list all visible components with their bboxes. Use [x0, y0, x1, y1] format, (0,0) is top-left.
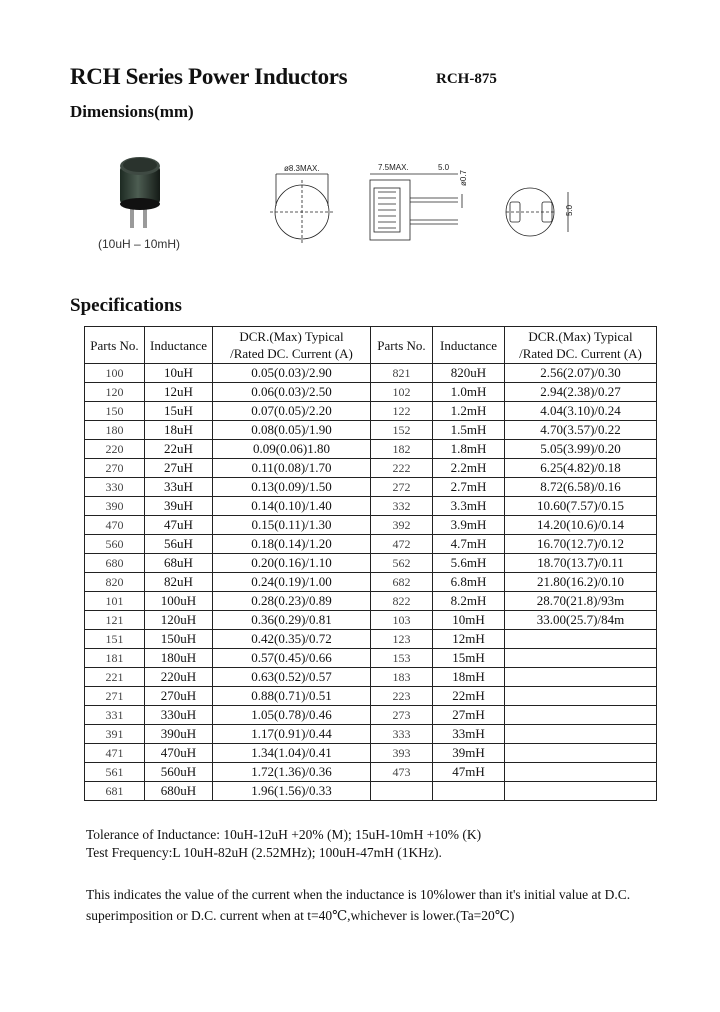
dcr-current: 0.05(0.03)/2.90 — [213, 364, 371, 383]
part-no: 120 — [85, 383, 145, 402]
col-dcr-2-line1: DCR.(Max) Typical — [528, 329, 633, 344]
dcr-current: 1.34(1.04)/0.41 — [213, 744, 371, 763]
dcr-current-2: 6.25(4.82)/0.18 — [505, 459, 657, 478]
part-no: 180 — [85, 421, 145, 440]
diameter-label: ø8.3MAX. — [284, 164, 320, 173]
dcr-current: 0.20(0.16)/1.10 — [213, 554, 371, 573]
part-no: 681 — [85, 782, 145, 801]
tolerance-note: Tolerance of Inductance: 10uH-12uH +20% (M); 15uH-10mH +10% (K) — [86, 827, 482, 842]
dcr-current-2: 14.20(10.6)/0.14 — [505, 516, 657, 535]
table-row — [85, 535, 657, 554]
col-dcr — [213, 327, 371, 364]
dcr-current: 1.17(0.91)/0.44 — [213, 725, 371, 744]
rated-current-line2: superimposition or D.C. current when at t=40℃,whichever is lower.(Ta=20℃) — [86, 908, 515, 923]
dcr-current-2: 8.72(6.58)/0.16 — [505, 478, 657, 497]
inductance: 82uH — [145, 573, 213, 592]
inductance: 56uH — [145, 535, 213, 554]
dcr-current: 0.36(0.29)/0.81 — [213, 611, 371, 630]
table-row — [85, 440, 657, 459]
dimension-drawing — [262, 158, 582, 250]
table-row — [85, 744, 657, 763]
table-row — [85, 516, 657, 535]
inductance: 220uH — [145, 668, 213, 687]
inductance-2: 6.8mH — [433, 573, 505, 592]
inductance-2: 820uH — [433, 364, 505, 383]
inductance-2: 2.7mH — [433, 478, 505, 497]
pitch-label: 5.0 — [438, 163, 450, 172]
dcr-current: 1.05(0.78)/0.46 — [213, 706, 371, 725]
table-row — [85, 497, 657, 516]
inductance-2: 22mH — [433, 687, 505, 706]
dcr-current: 0.08(0.05)/1.90 — [213, 421, 371, 440]
part-no-2: 822 — [371, 592, 433, 611]
inductance: 560uH — [145, 763, 213, 782]
inductance: 27uH — [145, 459, 213, 478]
part-no: 680 — [85, 554, 145, 573]
inductance-2: 1.8mH — [433, 440, 505, 459]
inductance: 180uH — [145, 649, 213, 668]
dcr-current: 0.42(0.35)/0.72 — [213, 630, 371, 649]
dcr-current: 0.28(0.23)/0.89 — [213, 592, 371, 611]
dcr-current: 0.11(0.08)/1.70 — [213, 459, 371, 478]
part-no-2: 392 — [371, 516, 433, 535]
inductance-2: 3.3mH — [433, 497, 505, 516]
inductance-2: 18mH — [433, 668, 505, 687]
part-no: 331 — [85, 706, 145, 725]
table-row — [85, 402, 657, 421]
dcr-current-2 — [505, 668, 657, 687]
dcr-current-2: 2.56(2.07)/0.30 — [505, 364, 657, 383]
inductance-2: 33mH — [433, 725, 505, 744]
part-no: 560 — [85, 535, 145, 554]
part-no: 561 — [85, 763, 145, 782]
inductance-2 — [433, 782, 505, 801]
part-no-2: 102 — [371, 383, 433, 402]
table-row — [85, 592, 657, 611]
top-view — [270, 174, 334, 244]
inductance-2: 1.0mH — [433, 383, 505, 402]
dcr-current-2 — [505, 782, 657, 801]
inductance: 330uH — [145, 706, 213, 725]
dcr-current: 0.06(0.03)/2.50 — [213, 383, 371, 402]
inductance-2: 1.2mH — [433, 402, 505, 421]
table-row — [85, 459, 657, 478]
part-no-2: 332 — [371, 497, 433, 516]
part-no-2: 123 — [371, 630, 433, 649]
inductance-2: 4.7mH — [433, 535, 505, 554]
part-no-2: 562 — [371, 554, 433, 573]
specifications-heading: Specifications — [70, 295, 182, 316]
col-parts-no-2: Parts No. — [371, 327, 433, 364]
table-row — [85, 630, 657, 649]
col-inductance: Inductance — [145, 327, 213, 364]
dcr-current-2: 16.70(12.7)/0.12 — [505, 535, 657, 554]
inductance-2: 27mH — [433, 706, 505, 725]
dimensions-heading: Dimensions(mm) — [70, 102, 194, 121]
inductance-2: 12mH — [433, 630, 505, 649]
inductance: 390uH — [145, 725, 213, 744]
dcr-current-2: 2.94(2.38)/0.27 — [505, 383, 657, 402]
part-no-2: 682 — [371, 573, 433, 592]
part-no-2: 472 — [371, 535, 433, 554]
side-view — [370, 174, 462, 240]
inductance: 18uH — [145, 421, 213, 440]
part-no-2: 222 — [371, 459, 433, 478]
part-no-2: 393 — [371, 744, 433, 763]
table-row — [85, 383, 657, 402]
inductance: 470uH — [145, 744, 213, 763]
bottom-pitch-label: 5.0 — [565, 204, 574, 216]
inductance-2: 39mH — [433, 744, 505, 763]
part-no: 220 — [85, 440, 145, 459]
inductance: 680uH — [145, 782, 213, 801]
rated-current-note — [86, 884, 686, 926]
part-no: 820 — [85, 573, 145, 592]
table-row — [85, 421, 657, 440]
part-no: 471 — [85, 744, 145, 763]
inductance-2: 1.5mH — [433, 421, 505, 440]
dcr-current: 0.09(0.06)1.80 — [213, 440, 371, 459]
table-row — [85, 611, 657, 630]
part-no-2: 333 — [371, 725, 433, 744]
dcr-current-2: 33.00(25.7)/84m — [505, 611, 657, 630]
inductance: 15uH — [145, 402, 213, 421]
part-no: 270 — [85, 459, 145, 478]
table-header-row — [85, 327, 657, 364]
dcr-current: 0.14(0.10)/1.40 — [213, 497, 371, 516]
dcr-current: 0.24(0.19)/1.00 — [213, 573, 371, 592]
dcr-current: 0.88(0.71)/0.51 — [213, 687, 371, 706]
bottom-view — [506, 188, 568, 236]
part-no-2: 183 — [371, 668, 433, 687]
dcr-current-2: 18.70(13.7)/0.11 — [505, 554, 657, 573]
dcr-current-2: 4.04(3.10)/0.24 — [505, 402, 657, 421]
part-no: 271 — [85, 687, 145, 706]
page-title: RCH Series Power Inductors — [70, 64, 348, 89]
part-no-2: 122 — [371, 402, 433, 421]
inductance-2: 5.6mH — [433, 554, 505, 573]
rated-current-line1: This indicates the value of the current when the inductance is 10%lower than it's initial value at D.C. — [86, 887, 631, 902]
part-no: 330 — [85, 478, 145, 497]
part-no-2: 821 — [371, 364, 433, 383]
inductance: 150uH — [145, 630, 213, 649]
part-no-2: 273 — [371, 706, 433, 725]
inductance-2: 47mH — [433, 763, 505, 782]
inductance: 270uH — [145, 687, 213, 706]
dcr-current-2: 5.05(3.99)/0.20 — [505, 440, 657, 459]
dcr-current: 0.18(0.14)/1.20 — [213, 535, 371, 554]
inductance-2: 2.2mH — [433, 459, 505, 478]
part-no: 390 — [85, 497, 145, 516]
dcr-current: 0.57(0.45)/0.66 — [213, 649, 371, 668]
part-no: 391 — [85, 725, 145, 744]
inductance: 47uH — [145, 516, 213, 535]
dcr-current-2 — [505, 630, 657, 649]
dcr-current-2: 10.60(7.57)/0.15 — [505, 497, 657, 516]
inductance: 120uH — [145, 611, 213, 630]
dcr-current: 1.72(1.36)/0.36 — [213, 763, 371, 782]
spec-table — [84, 326, 657, 801]
dcr-current: 1.96(1.56)/0.33 — [213, 782, 371, 801]
dcr-current: 0.63(0.52)/0.57 — [213, 668, 371, 687]
inductance-2: 8.2mH — [433, 592, 505, 611]
dcr-current-2: 4.70(3.57)/0.22 — [505, 421, 657, 440]
dcr-current-2 — [505, 706, 657, 725]
part-no-2: 182 — [371, 440, 433, 459]
inductor-photo — [110, 150, 170, 232]
inductance: 10uH — [145, 364, 213, 383]
inductance-2: 10mH — [433, 611, 505, 630]
col-inductance-2: Inductance — [433, 327, 505, 364]
inductance: 33uH — [145, 478, 213, 497]
table-row — [85, 478, 657, 497]
inductance: 22uH — [145, 440, 213, 459]
table-row — [85, 573, 657, 592]
col-parts-no: Parts No. — [85, 327, 145, 364]
dcr-current-2: 21.80(16.2)/0.10 — [505, 573, 657, 592]
part-no-2: 103 — [371, 611, 433, 630]
table-row — [85, 649, 657, 668]
pin-label: ø0.7 — [459, 169, 468, 186]
dcr-current-2: 28.70(21.8)/93m — [505, 592, 657, 611]
dcr-current-2 — [505, 725, 657, 744]
col-dcr-2-line2: /Rated DC. Current (A) — [519, 346, 642, 361]
table-row — [85, 687, 657, 706]
part-no-2: 152 — [371, 421, 433, 440]
inductance-2: 3.9mH — [433, 516, 505, 535]
series-code: RCH-875 — [436, 71, 497, 87]
table-row — [85, 668, 657, 687]
inductance: 39uH — [145, 497, 213, 516]
dcr-current-2 — [505, 649, 657, 668]
table-row — [85, 763, 657, 782]
part-no-2 — [371, 782, 433, 801]
inductance: 68uH — [145, 554, 213, 573]
col-dcr-2 — [505, 327, 657, 364]
part-no: 221 — [85, 668, 145, 687]
dcr-current: 0.13(0.09)/1.50 — [213, 478, 371, 497]
part-no: 101 — [85, 592, 145, 611]
dcr-current-2 — [505, 763, 657, 782]
part-no: 470 — [85, 516, 145, 535]
inductance: 12uH — [145, 383, 213, 402]
part-no: 181 — [85, 649, 145, 668]
dcr-current: 0.15(0.11)/1.30 — [213, 516, 371, 535]
table-row — [85, 554, 657, 573]
part-no-2: 153 — [371, 649, 433, 668]
part-no-2: 223 — [371, 687, 433, 706]
test-notes — [86, 826, 481, 862]
part-no-2: 473 — [371, 763, 433, 782]
col-dcr-line2: /Rated DC. Current (A) — [230, 346, 353, 361]
col-dcr-line1: DCR.(Max) Typical — [239, 329, 344, 344]
inductance-range: (10uH – 10mH) — [98, 237, 181, 251]
dcr-current-2 — [505, 744, 657, 763]
inductance: 100uH — [145, 592, 213, 611]
part-no: 150 — [85, 402, 145, 421]
inductance-2: 15mH — [433, 649, 505, 668]
test-frequency-note: Test Frequency:L 10uH-82uH (2.52MHz); 100uH-47mH (1KHz). — [86, 845, 442, 860]
part-no-2: 272 — [371, 478, 433, 497]
dcr-current-2 — [505, 687, 657, 706]
table-row — [85, 364, 657, 383]
table-row — [85, 782, 657, 801]
table-row — [85, 725, 657, 744]
table-row — [85, 706, 657, 725]
part-no: 151 — [85, 630, 145, 649]
part-no: 100 — [85, 364, 145, 383]
height-label: 7.5MAX. — [378, 163, 409, 172]
part-no: 121 — [85, 611, 145, 630]
dcr-current: 0.07(0.05)/2.20 — [213, 402, 371, 421]
